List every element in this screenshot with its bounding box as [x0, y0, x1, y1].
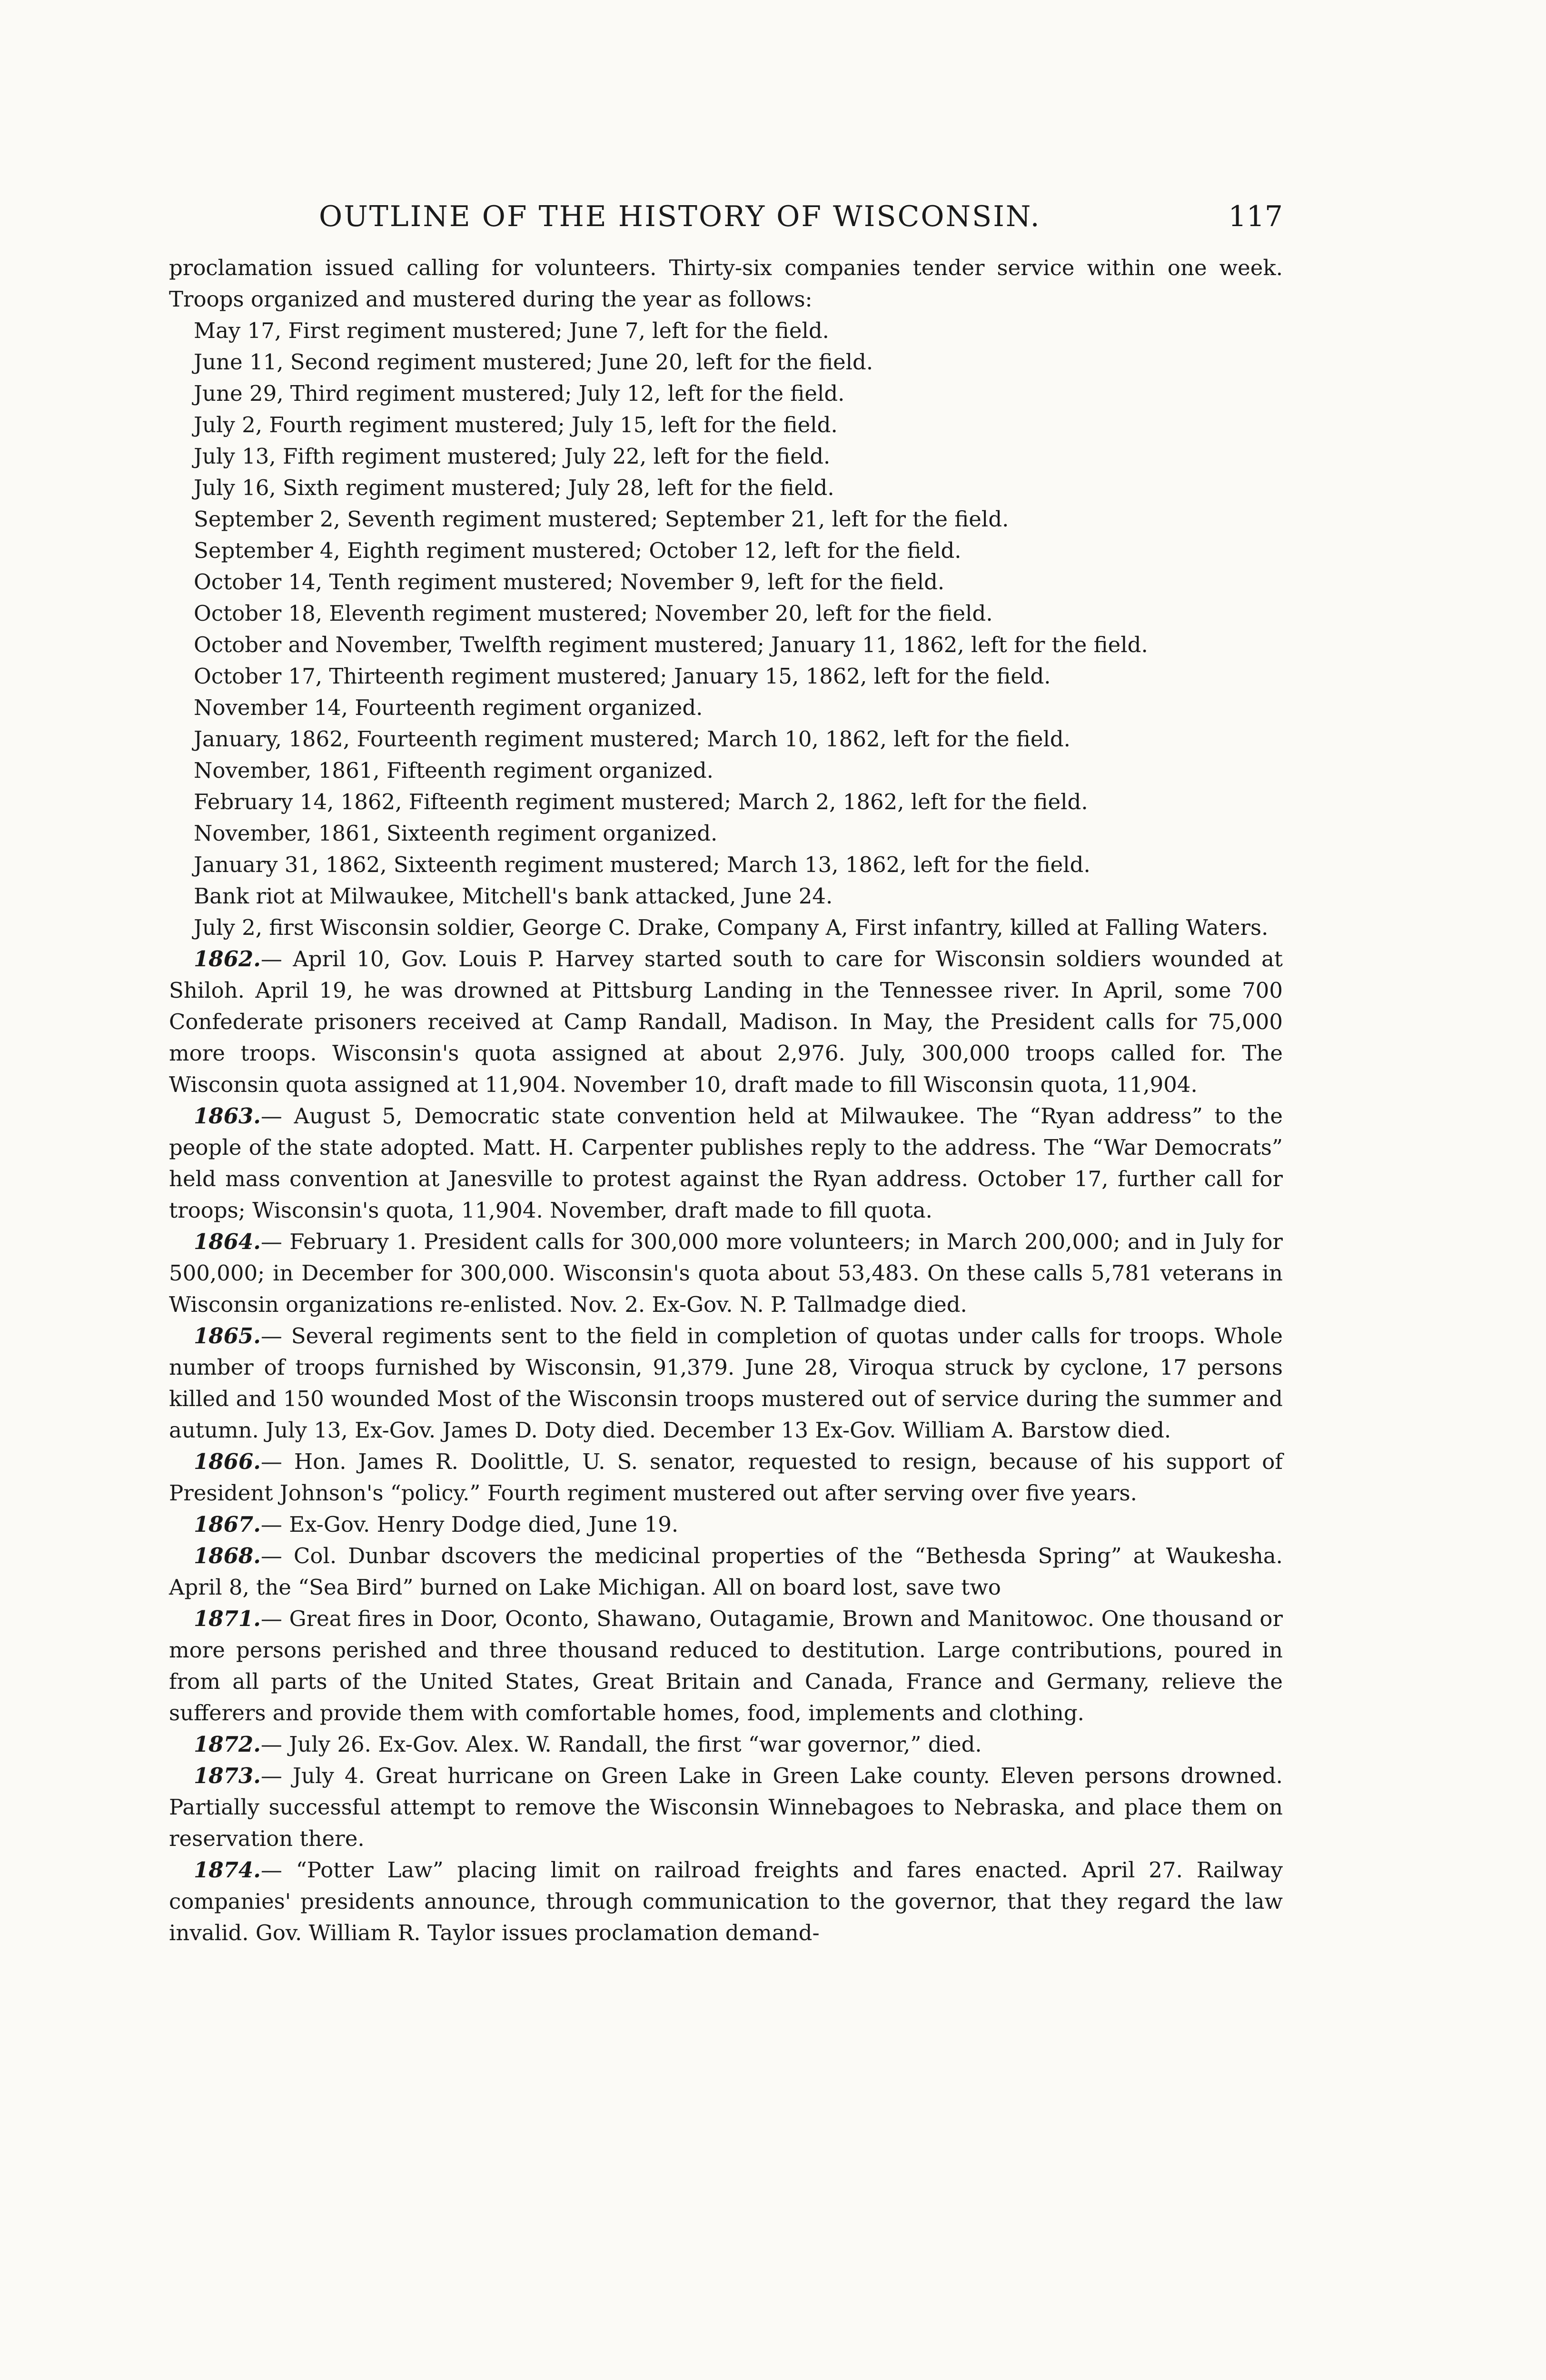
entry-text: — Great fires in Door, Oconto, Shawano, Outagamie, Brown and Manitowoc. One thousand or more persons perished and three thousand reduced to destitution. Large contributions, poured in from all parts of the United States, Great Britain and Canada, France and Germany, relieve the sufferers and provide them with comfortable homes, food, implements and clothing.	[169, 1606, 1283, 1726]
list-item: September 2, Seventh regiment mustered; September 21, left for the field.	[194, 506, 1009, 532]
list-item: January, 1862, Fourteenth regiment mustered; March 10, 1862, left for the field.	[194, 726, 1070, 752]
entry-year: 1864.	[194, 1229, 261, 1254]
intro-paragraph: proclamation issued calling for volunteers. Thirty-six companies tender service within one week. Troops organized and mustered during the year as follows:	[169, 255, 1283, 312]
list-item: February 14, 1862, Fifteenth regiment mustered; March 2, 1862, left for the field.	[194, 789, 1088, 814]
list-item: January 31, 1862, Sixteenth regiment mustered; March 13, 1862, left for the field.	[194, 852, 1090, 877]
list-item: Bank riot at Milwaukee, Mitchell's bank attacked, June 24.	[194, 883, 833, 909]
page-number: 117	[1228, 200, 1283, 233]
entry-year: 1866.	[194, 1449, 261, 1474]
entry-1873	[169, 1760, 1283, 1854]
entry-1862	[169, 943, 1283, 1101]
entry-1872	[169, 1729, 1283, 1760]
list-item: June 29, Third regiment mustered; July 12, left for the field.	[194, 381, 845, 406]
entry-year: 1873.	[194, 1763, 261, 1788]
running-header	[169, 200, 1283, 252]
list-item: July 13, Fifth regiment mustered; July 22, left for the field.	[194, 444, 831, 469]
entry-year: 1868.	[194, 1543, 261, 1568]
entry-text: — April 10, Gov. Louis P. Harvey started south to care for Wisconsin soldiers wounded at Shiloh. April 19, he was drowned at Pittsburg Landing in the Tennessee river. In April, some 700 Confederate prisoners received at Camp Randall, Madison. In May, the President calls for 75,000 more troops. Wisconsin's quota assigned at about 2,976. July, 300,000 troops called for. The Wisconsin quota assigned at 11,904. November 10, draft made to fill Wisconsin quota, 11,904.	[169, 946, 1283, 1097]
entry-1863	[169, 1101, 1283, 1226]
entry-1865	[169, 1320, 1283, 1446]
list-item: October 18, Eleventh regiment mustered; November 20, left for the field.	[194, 601, 993, 626]
entry-text: — “Potter Law” placing limit on railroad freights and fares enacted. April 27. Railway companies' presidents announce, through communication to the governor, that they regard the law invalid. Gov. William R. Taylor issues proclamation demand-	[169, 1857, 1283, 1945]
entry-text: — Hon. James R. Doolittle, U. S. senator, requested to resign, because of his support of President Johnson's “policy.” Fourth regiment mustered out after serving over five years.	[169, 1449, 1283, 1506]
entry-year: 1862.	[194, 946, 261, 972]
body-text	[169, 252, 1283, 1949]
entry-1864	[169, 1226, 1283, 1320]
entry-1866	[169, 1446, 1283, 1509]
entry-year: 1874.	[194, 1857, 261, 1883]
entry-year: 1865.	[194, 1323, 261, 1349]
entry-text: — Ex-Gov. Henry Dodge died, June 19.	[260, 1512, 679, 1537]
list-item: July 16, Sixth regiment mustered; July 28, left for the field.	[194, 475, 834, 500]
list-item: October 17, Thirteenth regiment mustered; January 15, 1862, left for the field.	[194, 664, 1051, 689]
regiment-list	[169, 315, 1283, 912]
entry-text: — Several regiments sent to the field in completion of quotas under calls for troops. Whole number of troops furnished by Wisconsin, 91,379. June 28, Viroqua struck by cyclone, 17 persons killed and 150 wounded Most of the Wisconsin troops mustered out of service during the summer and autumn. July 13, Ex-Gov. James D. Doty died. December 13 Ex-Gov. William A. Barstow died.	[169, 1323, 1283, 1443]
entry-1871	[169, 1603, 1283, 1729]
entry-text: — February 1. President calls for 300,000 more volunteers; in March 200,000; and in July for 500,000; in December for 300,000. Wisconsin's quota about 53,483. On these calls 5,781 veterans in Wisconsin organizations re-enlisted. Nov. 2. Ex-Gov. N. P. Tallmadge died.	[169, 1229, 1283, 1317]
entry-year: 1871.	[194, 1606, 261, 1631]
list-item: November, 1861, Sixteenth regiment organized.	[194, 821, 718, 846]
list-item: October 14, Tenth regiment mustered; November 9, left for the field.	[194, 569, 945, 595]
header-title: OUTLINE OF THE HISTORY OF WISCONSIN.	[319, 200, 1041, 233]
list-item: July 2, Fourth regiment mustered; July 15, left for the field.	[194, 412, 838, 437]
drake-paragraph: July 2, first Wisconsin soldier, George C. Drake, Company A, First infantry, killed at Falling Waters.	[194, 915, 1269, 940]
entry-text: — July 26. Ex-Gov. Alex. W. Randall, the first “war governor,” died.	[260, 1732, 982, 1757]
list-item: October and November, Twelfth regiment mustered; January 11, 1862, left for the field.	[194, 632, 1148, 657]
entry-year: 1872.	[194, 1732, 261, 1757]
entry-text: — August 5, Democratic state convention held at Milwaukee. The “Ryan address” to the people of the state adopted. Matt. H. Carpenter publishes reply to the address. The “War Democrats” held mass convention at Janesville to protest against the Ryan address. October 17, further call for troops; Wisconsin's quota, 11,904. November, draft made to fill quota.	[169, 1103, 1283, 1223]
entry-text: — July 4. Great hurricane on Green Lake in Green Lake county. Eleven persons drowned. Partially successful attempt to remove the Wisconsin Winnebagoes to Nebraska, and place them on reservation there.	[169, 1763, 1283, 1851]
list-item: September 4, Eighth regiment mustered; October 12, left for the field.	[194, 538, 961, 563]
entry-1874	[169, 1854, 1283, 1949]
entry-1867	[169, 1509, 1283, 1540]
list-item: May 17, First regiment mustered; June 7, left for the field.	[194, 318, 829, 343]
page	[169, 200, 1283, 1949]
list-item: June 11, Second regiment mustered; June 20, left for the field.	[194, 349, 873, 375]
list-item: November, 1861, Fifteenth regiment organized.	[194, 758, 714, 783]
entry-1868	[169, 1540, 1283, 1603]
entry-year: 1867.	[194, 1512, 261, 1537]
entry-text: — Col. Dunbar dscovers the medicinal properties of the “Bethesda Spring” at Waukesha. April 8, the “Sea Bird” burned on Lake Michigan. All on board lost, save two	[169, 1543, 1283, 1600]
entry-year: 1863.	[194, 1103, 261, 1129]
list-item: November 14, Fourteenth regiment organized.	[194, 695, 703, 720]
